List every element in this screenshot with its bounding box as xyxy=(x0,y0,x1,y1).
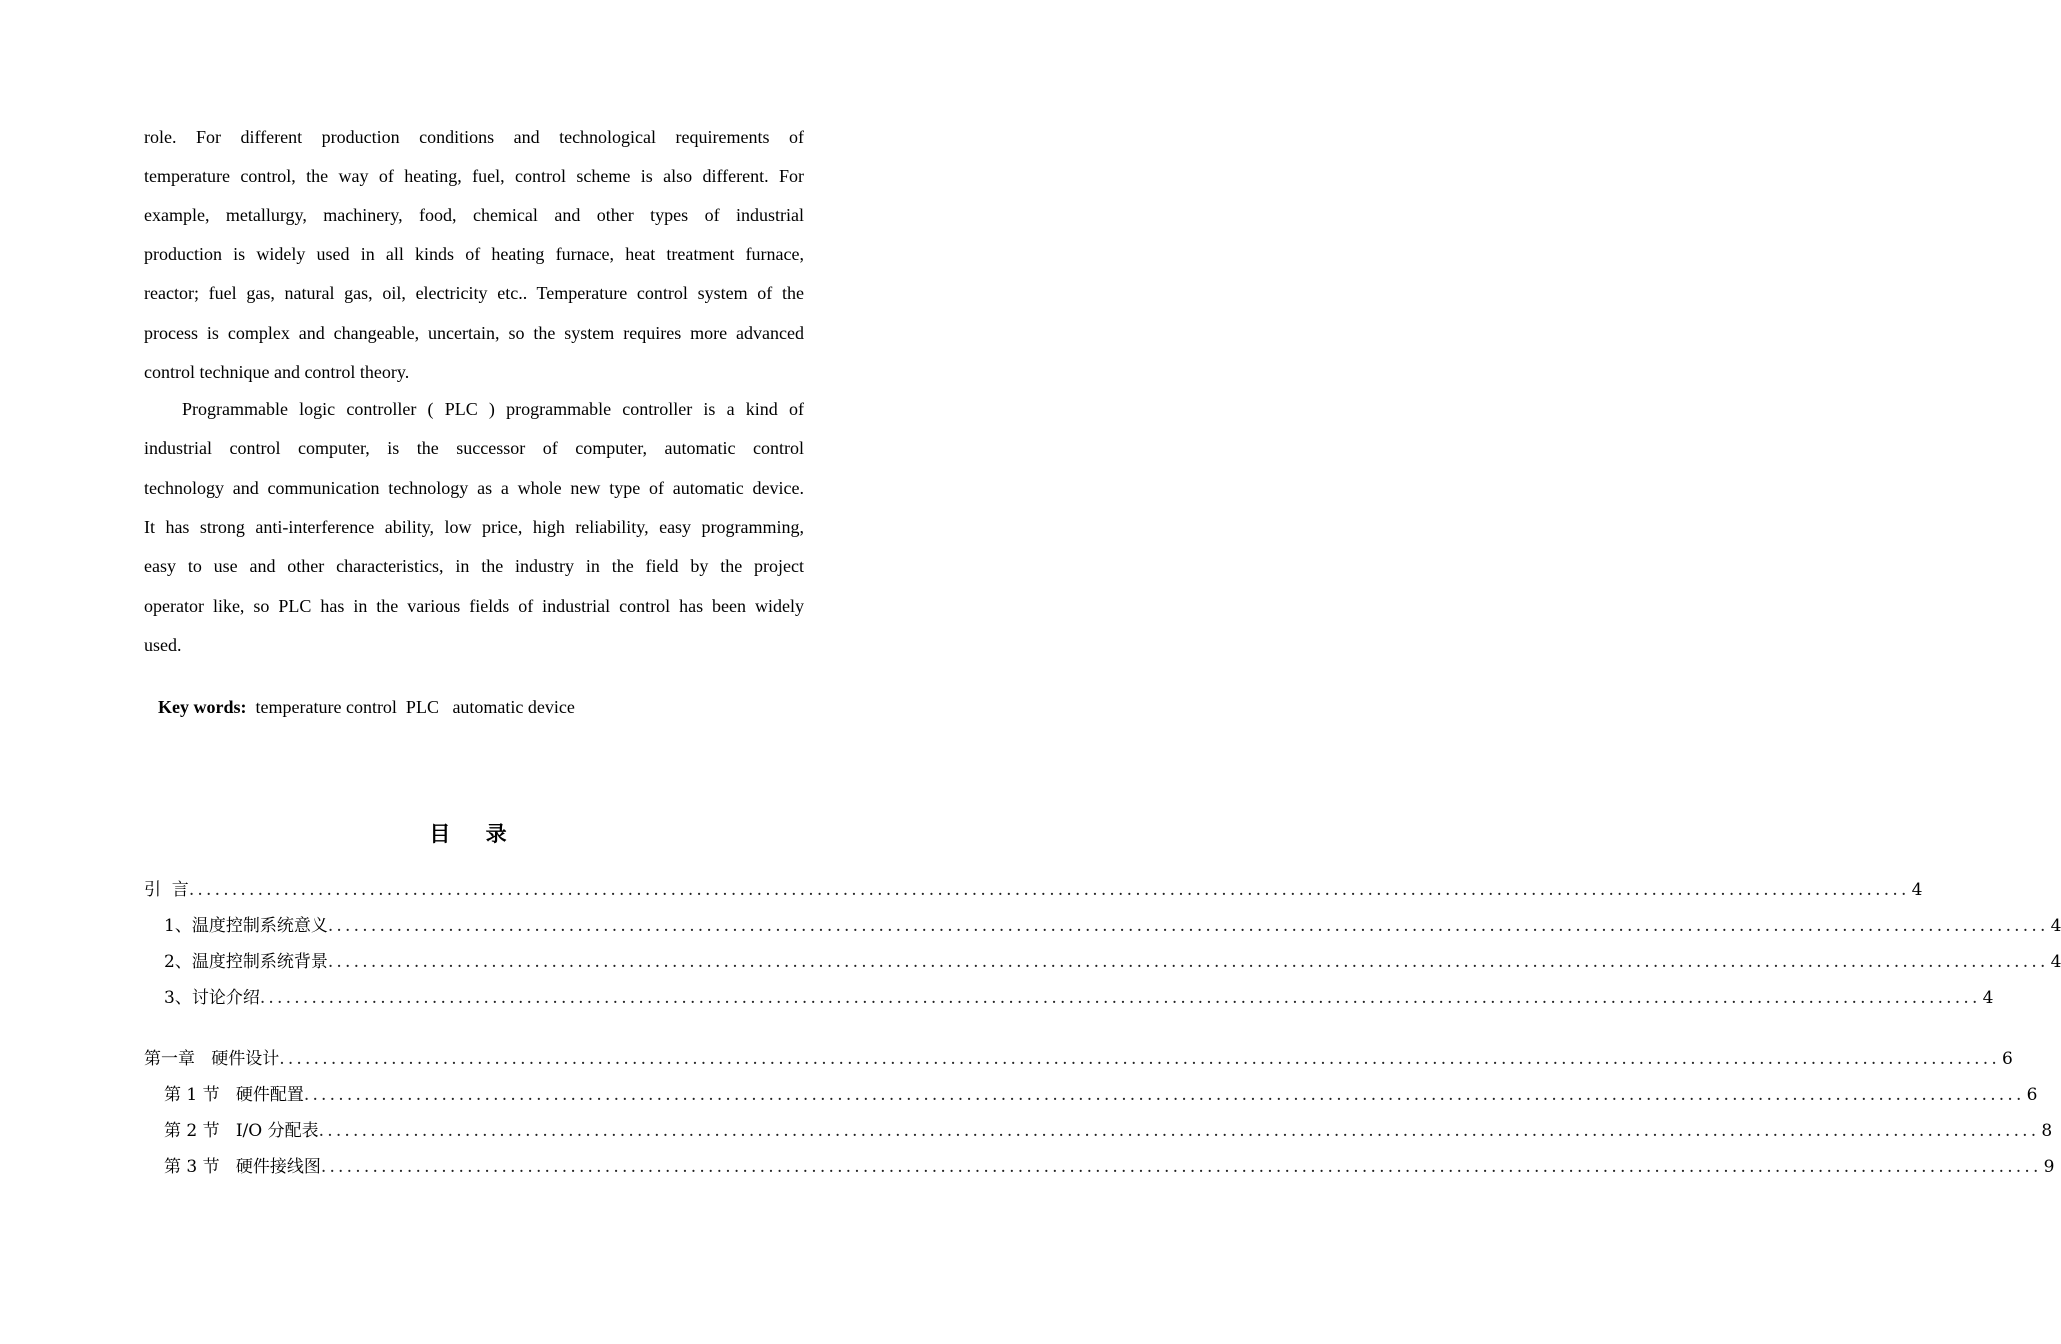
text-line: example, metallurgy, machinery, food, chemical and other types of industrial xyxy=(144,205,804,225)
toc-leader-dots: ........................................................................................................................................................................................................ xyxy=(259,988,1981,1008)
text-line: control technique and control theory. xyxy=(144,362,410,382)
toc-entry[interactable] xyxy=(164,951,2061,973)
toc-leader-dots: ........................................................................................................................................................................................................ xyxy=(318,1121,2040,1141)
toc-entry-label: 第 3 节 硬件接线图 xyxy=(164,1157,321,1177)
toc-entry-page: 4 xyxy=(2050,916,2061,936)
toc-entry-label: 第 2 节 I/O 分配表 xyxy=(164,1121,319,1141)
text-line: It has strong anti-interference ability, low price, high reliability, easy programming, xyxy=(144,517,804,537)
text-line: temperature control, the way of heating, fuel, control scheme is also different. For xyxy=(144,166,804,186)
toc-entry-page: 8 xyxy=(2041,1121,2053,1141)
toc-entry-page: 4 xyxy=(1911,880,1923,900)
text-line: technology and communication technology as a whole new type of automatic device. xyxy=(144,478,804,498)
text-line: role. For different production conditions and technological requirements of xyxy=(144,127,804,147)
text-line: operator like, so PLC has in the various fields of industrial control has been widely xyxy=(144,596,804,616)
toc-entry[interactable] xyxy=(144,879,1923,901)
toc-entry-page: 6 xyxy=(2026,1085,2038,1105)
toc-leader-dots: ........................................................................................................................................................................................................ xyxy=(279,1049,2000,1069)
toc-leader-dots: ........................................................................................................................................................................................................ xyxy=(303,1085,2025,1105)
toc-entry-page: 4 xyxy=(1982,988,1994,1008)
text-line: production is widely used in all kinds of heating furnace, heat treatment furnace, xyxy=(144,244,804,264)
toc-entry-label: 引 言 xyxy=(144,880,189,900)
toc-entry[interactable] xyxy=(164,1120,2053,1142)
toc-entry[interactable] xyxy=(164,1084,2038,1106)
text-line: Programmable logic controller ( PLC ) programmable controller is a kind of xyxy=(182,399,804,419)
toc-entry-page: 4 xyxy=(2050,952,2061,972)
keywords-text: temperature control PLC automatic device xyxy=(255,697,575,717)
toc-title: 目 录 xyxy=(429,822,521,846)
text-line: used. xyxy=(144,635,182,655)
toc-entry-page: 9 xyxy=(2043,1157,2055,1177)
toc-entry-page: 6 xyxy=(2001,1049,2013,1069)
keywords-line xyxy=(158,695,575,719)
text-line: industrial control computer, is the successor of computer, automatic control xyxy=(144,438,804,458)
toc-leader-dots: ........................................................................................................................................................................................................ xyxy=(327,916,2049,936)
toc-entry-label: 1、温度控制系统意义 xyxy=(164,916,328,936)
text-line: process is complex and changeable, uncertain, so the system requires more advanced xyxy=(144,323,804,343)
toc-entry[interactable] xyxy=(164,915,2061,937)
text-line: reactor; fuel gas, natural gas, oil, electricity etc.. Temperature control system of the xyxy=(144,283,804,303)
keywords-label: Key words: xyxy=(158,697,247,717)
toc-entry[interactable] xyxy=(164,987,1994,1009)
toc-entry-label: 2、温度控制系统背景 xyxy=(164,952,328,972)
toc-entry[interactable] xyxy=(144,1048,2013,1070)
toc-entry-label: 3、讨论介绍 xyxy=(164,988,260,1008)
toc-leader-dots: ........................................................................................................................................................................................................ xyxy=(188,880,1910,900)
toc-entry[interactable] xyxy=(164,1156,2055,1178)
toc-entry-label: 第一章 硬件设计 xyxy=(144,1049,280,1069)
toc-leader-dots: ........................................................................................................................................................................................................ xyxy=(320,1157,2042,1177)
text-line: easy to use and other characteristics, in the industry in the field by the project xyxy=(144,556,804,576)
toc-entry-label: 第 1 节 硬件配置 xyxy=(164,1085,304,1105)
toc-leader-dots: ........................................................................................................................................................................................................ xyxy=(327,952,2049,972)
